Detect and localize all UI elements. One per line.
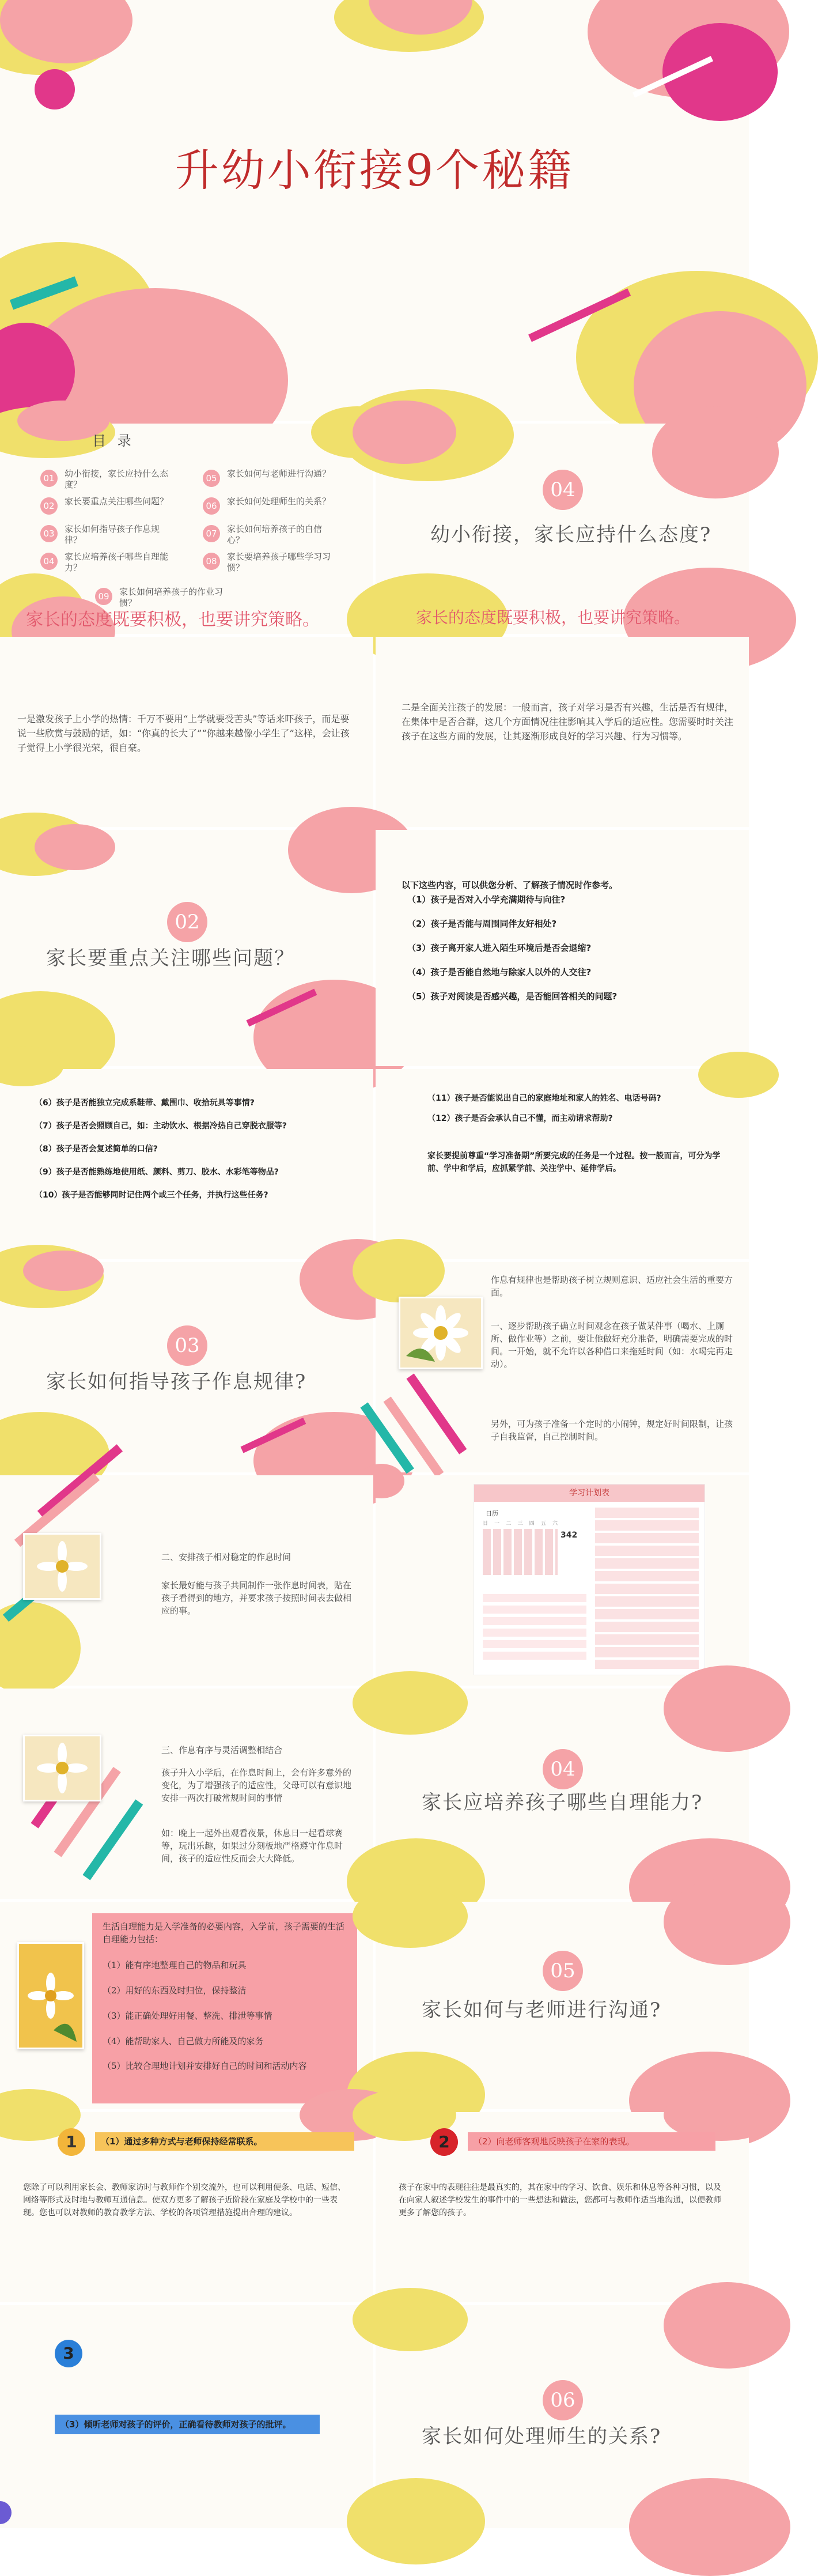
list-intro: 以下这些内容，可以供您分析、了解孩子情况时作参考。 (402, 880, 618, 890)
heading-bar: （2）向老师客观地反映孩子在家的表现。 (468, 2132, 715, 2151)
section-number: 03 (167, 1325, 207, 1366)
list-item: （5）比较合理地计划并安排好自己的时间和活动内容 (103, 2061, 307, 2071)
toc-item[interactable]: 家长要重点关注哪些问题？ (65, 496, 169, 507)
toc-heading: 目 录 (92, 433, 135, 449)
toc-number: 08 (203, 553, 220, 570)
slide-section-05 (376, 1902, 749, 2109)
toc-number: 06 (203, 497, 220, 515)
section-number: 02 (167, 902, 207, 942)
toc-number: 09 (95, 588, 112, 605)
list-item: （7）孩子是否会照顾自己，如：主动饮水、根据冷热自己穿脱衣服等? (35, 1121, 287, 1131)
section-title: 家长要重点关注哪些问题？ (46, 947, 295, 970)
decor-blob (35, 69, 75, 109)
section-number: 05 (543, 1951, 583, 1991)
slide-attitude-2 (376, 637, 749, 827)
body-text: 孩子升入小学后，在作息时间上，会有许多意外的变化，为了增强孩子的适应性，父母可以有意识地安排一两次打破常规时间的事情 (161, 1767, 352, 1803)
calendar-grid (483, 1519, 558, 1582)
body-text: 家长最好能与孩子共同制作一张作息时间表，贴在孩子看得到的地方，并要求孩子按照时间表去做相应的事。 (161, 1580, 352, 1616)
list-item: （6）孩子是否能独立完成系鞋带、戴围巾、收拾玩具等事情? (35, 1098, 255, 1108)
heading-bar: （1）通过多种方式与老师保持经常联系。 (95, 2132, 354, 2151)
slide-communication-1 (0, 2112, 373, 2302)
toc-item[interactable]: 家长如何培养孩子的作业习惯？ (119, 587, 224, 608)
decor-blob (664, 2282, 790, 2369)
flower-photo (23, 1533, 101, 1600)
toc-number: 07 (203, 525, 220, 542)
decor-blob (35, 824, 115, 870)
list-item: （12）孩子是否会承认自己不懂，而主动请求帮助? (427, 1114, 613, 1123)
slide-attitude-1 (0, 610, 373, 827)
slide-focus-list-2 (0, 1069, 373, 1259)
section-title: 家长如何与老师进行沟通? (422, 1999, 662, 2022)
slide-study-plan (376, 1475, 749, 1686)
body-text: 作息有规律也是帮助孩子树立规则意识、适应社会生活的重要方面。 (491, 1275, 733, 1298)
body-text: 另外，可为孩子准备一个定时的小闹钟，规定好时间限制，让孩子自我监督，自己控制时间。 (491, 1419, 733, 1442)
slide-title (0, 0, 749, 421)
badge-number: 3 (63, 2344, 74, 2363)
body-text: 二是全面关注孩子的发展：一般而言，孩子对学习是否有兴趣，生活是否有规律，在集体中是否合群，这几个方面情况往往影响其入学后的适应性。您需要时时关注孩子在这些方面的发展，让其逐渐形成良好的学习兴趣、行为习惯等。 (402, 702, 734, 742)
calendar-header: 日历 (486, 1510, 498, 1517)
weekday: 二 (506, 1521, 512, 1527)
slide-focus-list-3 (376, 1069, 749, 1259)
plan-title: 学习计划表 (474, 1485, 705, 1502)
section-subtitle: 家长的态度既要积极，也要讲究策略。 (416, 608, 691, 627)
section-number: 04 (543, 470, 583, 510)
badge-number: 1 (66, 2132, 77, 2151)
decor-blob (664, 1665, 790, 1752)
plan-table (595, 1508, 699, 1669)
daisy-icon (19, 1944, 82, 2048)
flower-photo (399, 1297, 483, 1369)
panel-intro: 生活自理能力是入学准备的必要内容，入学前，孩子需要的生活自理能力包括： (103, 1921, 345, 1944)
toc-number: 05 (203, 470, 220, 487)
toc-item[interactable]: 家长如何培养孩子的自信心？ (227, 524, 323, 545)
decor-blob (652, 406, 779, 498)
flower-photo (23, 1735, 101, 1801)
self-care-panel (92, 1913, 357, 2103)
toc-number: 01 (40, 470, 58, 487)
decor-blob (353, 1671, 468, 1735)
toc-item[interactable]: 家长如何指导孩子作息规律？ (65, 524, 160, 545)
weekday: 六 (552, 1521, 558, 1527)
body-text: 一、逐步帮助孩子确立时间观念在孩子做某件事（喝水、上厕所、做作业等）之前，要让他做好充分准备，明确需要完成的时间。一开始，就不允许以各种借口来拖延时间（如：水喝完再走动）。 (491, 1321, 733, 1369)
list-item: （4）能帮助家人、自己做力所能及的家务 (103, 2036, 264, 2046)
slide-section-01 (376, 424, 749, 634)
study-plan-panel (474, 1484, 705, 1675)
section-number: 04 (543, 1749, 583, 1789)
decor-blob (629, 2478, 790, 2576)
weekday: 一 (494, 1521, 500, 1527)
list-note: 家长要提前尊重“学习准备期”所要完成的任务是一个过程。按一般而言，可分为学前、学中和学后，应抓紧学前、关注学中、延伸学后。 (427, 1151, 721, 1173)
list-item: （3）能正确处理好用餐、整洗、排泄等事情 (103, 2011, 272, 2021)
section-title: 家长应培养孩子哪些自理能力? (422, 1791, 703, 1814)
weekday: 日 (483, 1521, 488, 1527)
section-number: 06 (543, 2380, 583, 2420)
list-item: （1）孩子是否对入小学充满期待与向往? (407, 894, 566, 905)
body-text: 三、作息有序与灵活调整相结合 (161, 1745, 283, 1755)
slide-routine-3 (0, 1689, 373, 1899)
weekday: 四 (529, 1521, 535, 1527)
list-item: （4）孩子是否能自然地与除家人以外的人交往? (407, 967, 592, 977)
toc-number: 02 (40, 497, 58, 515)
list-item: （8）孩子是否会复述简单的口信? (35, 1145, 158, 1154)
body-text: 孩子在家中的表现往往是最真实的，其在家中的学习、饮食、娱乐和休息等各种习惯，以及在向家人叙述学校发生的事件中的一些想法和做法，您都可与教师作适当地沟通，以便教师更多了解您的孩子。 (399, 2183, 721, 2218)
plan-notes (483, 1594, 586, 1663)
list-item: （5）孩子对阅读是否感兴趣，是否能回答相关的问题? (407, 991, 618, 1002)
page-title: 升幼小衔接9个秘籍 (175, 145, 574, 196)
slide-communication-2 (376, 2112, 749, 2302)
body-text: 一是激发孩子上小学的热情：千万不要用“上学就要受苦头”等话来吓孩子，而是要说一些欣赏与鼓励的话，如：“你真的长大了”“你越来越像小学生了”这样，会让孩子觉得上小学很光荣，很自豪。 (17, 713, 350, 753)
decor-blob (0, 2501, 12, 2524)
slide-communication-3 (0, 2305, 373, 2528)
slide-self-care (0, 1902, 373, 2109)
slide-focus-list-1 (376, 830, 749, 1066)
section-title: 家长如何指导孩子作息规律? (46, 1370, 307, 1393)
slide-section-02 (0, 830, 373, 1066)
plan-number: 342 (561, 1531, 578, 1540)
decor-blob (347, 2478, 485, 2564)
weekday: 三 (517, 1521, 523, 1527)
body-text: 如：晚上一起外出观看夜景，休息日一起看球赛等，玩出乐趣，如果过分刻板地严格遵守作息时间，孩子的适应性反而会大大降低。 (161, 1828, 343, 1864)
daisy-icon (400, 1298, 481, 1368)
slide-routine-1 (376, 1262, 749, 1472)
toc-item[interactable]: 家长要培养孩子哪些学习习惯？ (227, 552, 331, 573)
decor-blob (353, 2288, 468, 2351)
toc-number: 04 (40, 553, 58, 570)
decor-blob (23, 1251, 104, 1291)
list-item: （2）孩子是否能与周围同伴友好相处? (407, 919, 557, 929)
section-title: 幼小衔接，家长应持什么态度? (430, 523, 712, 546)
list-item: （1）能有序地整理自己的物品和玩具 (103, 1960, 247, 1970)
decor-blob (353, 1239, 445, 1302)
daisy-icon (25, 1535, 100, 1598)
decor-blob (664, 1879, 790, 1965)
body-text: 您除了可以利用家长会、教师家访时与教师作个别交流外，也可以利用便条、电话、短信、网络等形式及时地与教师互通信息。使双方更多了解孩子近阶段在家庭及学校中的一些表现。您也可以对教师的教育教学方法、学校的各项管理措施提出合理的建议。 (23, 2183, 346, 2218)
slide-toc (0, 424, 373, 634)
section-subtitle: 家长的态度既要积极，也要讲究策略。 (26, 610, 320, 630)
weekday: 五 (540, 1521, 546, 1527)
toc-item[interactable]: 家长如何与老师进行沟通？ (227, 469, 331, 479)
list-item: （3）孩子离开家人进入陌生环境后是否会退缩? (407, 943, 592, 953)
toc-item[interactable]: 家长如何处理师生的关系？ (227, 496, 331, 507)
list-item: （9）孩子是否能熟练地使用纸、颜料、剪刀、胶水、水彩笔等物品? (35, 1168, 279, 1177)
body-text: 二、安排孩子相对稳定的作息时间 (161, 1552, 291, 1562)
calendar-weekdays (483, 1519, 558, 1527)
section-title: 家长如何处理师生的关系? (422, 2425, 662, 2448)
calendar-cells (483, 1529, 558, 1575)
toc-item[interactable]: 幼小衔接，家长应持什么态度？ (65, 469, 169, 490)
slide-section-06 (376, 2305, 749, 2528)
decor-blob (353, 1884, 468, 1948)
daisy-icon (25, 1736, 100, 1800)
toc-number: 03 (40, 525, 58, 542)
toc-item[interactable]: 家长应培养孩子哪些自理能力？ (65, 552, 169, 573)
decor-blob (353, 401, 456, 464)
badge-number: 2 (438, 2132, 450, 2151)
list-item: （2）用好的东西及时归位，保持整洁 (103, 1985, 247, 1996)
flower-photo (17, 1942, 84, 2049)
list-item: （10）孩子是否能够同时记住两个或三个任务，并执行这些任务? (35, 1191, 268, 1200)
heading-bar: （3）倾听老师对孩子的评价，正确看待教师对孩子的批评。 (55, 2415, 320, 2434)
slide-routine-2 (0, 1475, 373, 1686)
decor-blob (698, 1052, 779, 1098)
slide-section-04 (376, 1689, 749, 1899)
list-item: （11）孩子是否能说出自己的家庭地址和家人的姓名、电话号码? (427, 1094, 661, 1103)
slide-section-03 (0, 1262, 373, 1472)
